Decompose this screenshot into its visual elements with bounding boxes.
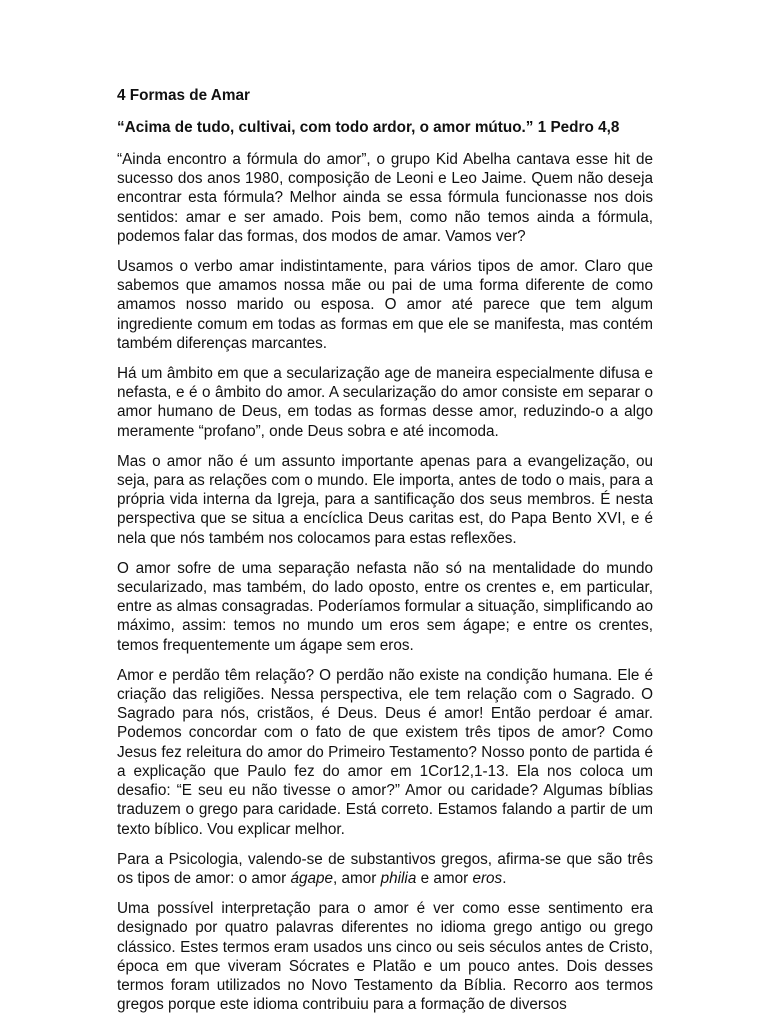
paragraph-5: O amor sofre de uma separação nefasta não só na mentalidade do mundo secularizado, mas também, do lado oposto, entre os crentes e, em particular, entre as almas consagradas. Poderíamos formular a situação, simplificando ao máximo, assim: temos no mundo um eros sem ágape; e entre os crentes, temos frequentemente um ágape sem eros. [117, 559, 653, 654]
paragraph-3: Há um âmbito em que a secularização age de maneira especialmente difusa e nefasta, e é o âmbito do amor. A secularização do amor consiste em separar o amor humano de Deus, em todas as formas desse amor, reduzindo-o a algo meramente “profano”, onde Deus sobra e até incomoda. [117, 365, 653, 440]
psych-sep-2: e amor [416, 869, 473, 887]
psych-sep-1: , amor [333, 869, 381, 887]
paragraph-4: Mas o amor não é um assunto importante apenas para a evangelização, ou seja, para as relações com o mundo. Ele importa, antes de todo o mais, para a própria vida interna da Igreja, para a santificação dos seus membros. É nesta perspectiva que se situa a encíclica Deus caritas est, do Papa Bento XVI, e é nela que nós também nos colocamos para estas reflexões. [117, 452, 653, 547]
term-philia: philia [380, 869, 417, 887]
paragraph-final: Uma possível interpretação para o amor é ver como esse sentimento era designado por quatro palavras diferentes no idioma grego antigo ou grego clássico. Estes termos eram usados uns cinco ou seis séculos antes de Cristo, época em que viveram Sócrates e Platão e um pouco antes. Dois desses termos foram utilizados no Novo Testamento da Bíblia. Recorro aos termos gregos porque este idioma contribuiu para a formação de diversos [117, 900, 653, 1014]
paragraph-psychology [117, 850, 653, 888]
psych-end: . [502, 869, 507, 887]
term-agape: ágape [290, 869, 333, 887]
document-title: 4 Formas de Amar [117, 87, 250, 104]
term-eros: eros [472, 869, 503, 887]
epigraph: “Acima de tudo, cultivai, com todo ardor, o amor mútuo.” 1 Pedro 4,8 [117, 119, 620, 136]
paragraph-2: Usamos o verbo amar indistintamente, para vários tipos de amor. Claro que sabemos que amamos nossa mãe ou pai de uma forma diferente de como amamos nosso marido ou esposa. O amor até parece que tem algum ingrediente comum em todas as formas em que ele se manifesta, mas contém também diferenças marcantes. [117, 258, 653, 352]
paragraph-1: “Ainda encontro a fórmula do amor”, o grupo Kid Abelha cantava esse hit de sucesso dos anos 1980, composição de Leoni e Leo Jaime. Quem não deseja encontrar esta fórmula? Melhor ainda se essa fórmula funcionasse nos dois sentidos: amar e ser amado. Pois bem, como não temos ainda a fórmula, podemos falar das formas, dos modos de amar. Vamos ver? [117, 151, 653, 245]
paragraph-6: Amor e perdão têm relação? O perdão não existe na condição humana. Ele é criação das religiões. Nessa perspectiva, ele tem relação com o Sagrado. O Sagrado para nós, cristãos, é Deus. Deus é amor! Então perdoar é amar. Podemos concordar com o fato de que existem três tipos de amor? Como Jesus fez releitura do amor do Primeiro Testamento? Nosso ponto de partida é a explicação que Paulo fez do amor em 1Cor12,1-13. Ela nos coloca um desafio: “E seu eu não tivesse o amor?” Amor ou caridade? Algumas bíblias traduzem o grego para caridade. Está correto. Estamos falando a partir de um texto bíblico. Vou explicar melhor. [117, 666, 653, 838]
psych-lead: Para a Psicologia, valendo-se de substantivos gregos, afirma-se que são três os tipos de amor: o amor [117, 850, 653, 887]
